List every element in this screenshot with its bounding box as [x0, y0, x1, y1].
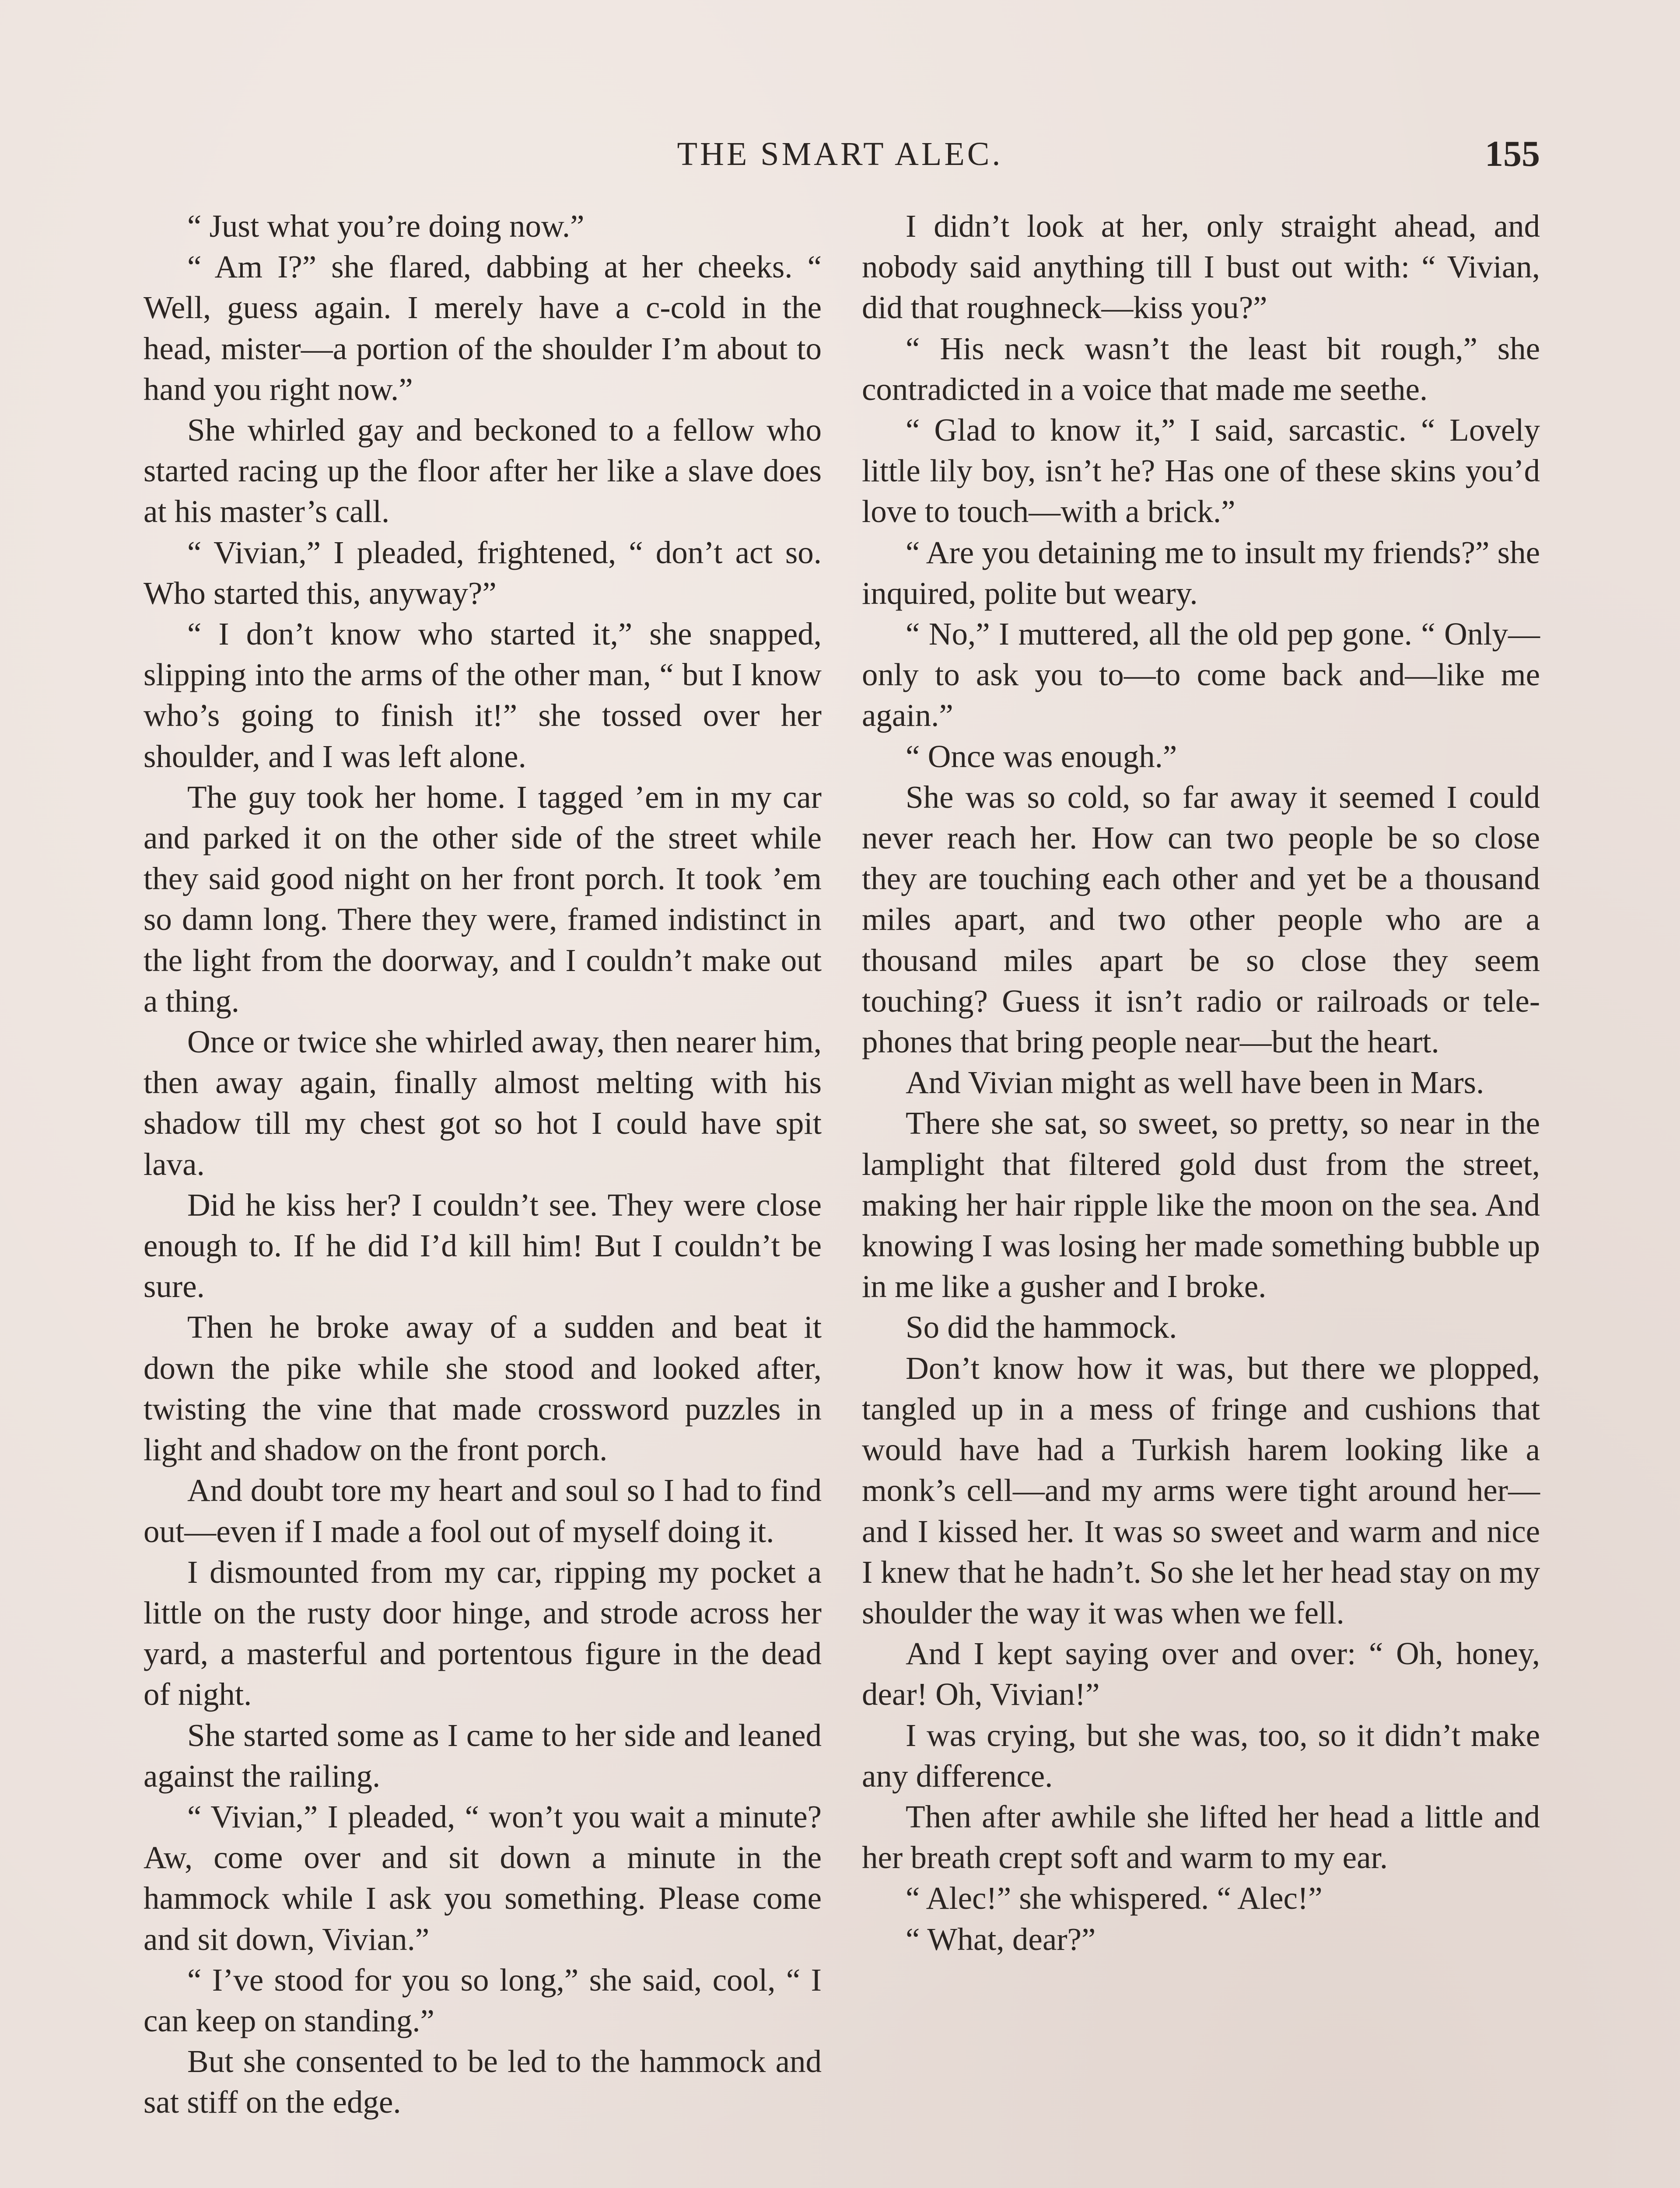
paragraph: “ His neck wasn’t the least bit rough,” she contradicted in a voice that made me seethe. [862, 330, 1540, 407]
paragraph: And Vivian might as well have been in Mars. [906, 1065, 1484, 1101]
paragraph: “ Are you detaining me to insult my friends?” she inquired, polite but weary. [862, 534, 1540, 611]
paragraph: “ Vivian,” I pleaded, “ won’t you wait a minute? Aw, come over and sit down a minute in the hammock while I ask you something. Please come and sit down, Vivian.” [144, 1799, 822, 1957]
text-column-left [144, 206, 822, 2123]
paragraph: “ What, dear?” [906, 1921, 1096, 1957]
paragraph: Did he kiss her? I couldn’t see. They were close enough to. If he did I’d kill him! But I couldn’t be sure. [144, 1187, 822, 1304]
paragraph: “ Vivian,” I pleaded, frightened, “ don’t act so. Who started this, anyway?” [144, 534, 822, 611]
paragraph: “ I’ve stood for you so long,” she said, cool, “ I can keep on standing.” [144, 1962, 822, 2038]
paragraph: So did the hammock. [906, 1309, 1177, 1345]
paragraph: “ Am I?” she flared, dabbing at her cheeks. “ Well, guess again. I merely have a c-cold in the head, mister—a portion of the shoulder I’m about to hand you right now.” [144, 249, 822, 407]
paragraph: The guy took her home. I tagged ’em in my car and parked it on the other side of the street while they said good night on her front porch. It took ’em so damn long. There they were, framed indistinct in the light from the doorway, and I couldn’t make out a thing. [144, 779, 822, 1019]
text-column-right [862, 206, 1540, 1960]
paragraph: Then he broke away of a sudden and beat it down the pike while she stood and looked after, twisting the vine that made crossword puzzles in light and shadow on the front porch. [144, 1309, 822, 1468]
paragraph: She was so cold, so far away it seemed I could never reach her. How can two people be so close they are touching each other and yet be a thousand miles apart, and two other people who are a thousand miles apart be so close they seem touching? Guess it isn’t radio or railroads or telephones that bring people near—but the heart. [862, 779, 1540, 1060]
page-header [140, 128, 1540, 180]
paragraph: There she sat, so sweet, so pretty, so near in the lamplight that filtered gold dust from the street, making her hair ripple like the moon on the sea. And knowing I was losing her made something bubble up in me like a gusher and I broke. [862, 1105, 1540, 1304]
paragraph: And doubt tore my heart and soul so I had to find out—even if I made a fool out of myself doing it. [144, 1473, 822, 1549]
paragraph: I dismounted from my car, ripping my pocket a little on the rusty door hinge, and strode across her yard, a masterful and portentous figure in the dead of night. [144, 1554, 822, 1712]
paragraph: I didn’t look at her, only straight ahead, and nobody said anything till I bust out with: “ Vivian, did that roughneck—kiss you?” [862, 208, 1540, 326]
running-head: THE SMART ALEC. [677, 136, 1003, 172]
paragraph: “ Just what you’re doing now.” [187, 208, 584, 244]
paragraph: Don’t know how it was, but there we plopped, tangled up in a mess of fringe and cushions that would have had a Turkish harem looking like a monk’s cell—and my arms were tight around her—and I kissed her. It was so sweet and warm and nice I knew that he hadn’t. So she let her head stay on my shoulder the way it was when we fell. [862, 1350, 1540, 1630]
paragraph: “ Glad to know it,” I said, sarcastic. “ Lovely little lily boy, isn’t he? Has one of these skins you’d love to touch—with a brick.” [862, 412, 1540, 529]
page-number: 155 [1485, 133, 1540, 174]
paragraph: “ I don’t know who started it,” she snapped, slipping into the arms of the other man, “ but I know who’s going to finish it!” she tossed over her shoulder, and I was left alone. [144, 616, 822, 774]
paragraph: “ Once was enough.” [906, 738, 1177, 774]
paragraph: “ No,” I muttered, all the old pep gone. “ Only—only to ask you to—to come back and—like me again.” [862, 616, 1540, 733]
paragraph: “ Alec!” she whispered. “ Alec!” [906, 1880, 1323, 1916]
paragraph: Then after awhile she lifted her head a little and her breath crept soft and warm to my ear. [862, 1799, 1540, 1876]
paragraph: Once or twice she whirled away, then nearer him, then away again, finally almost melting with his shadow till my chest got so hot I could have spit lava. [144, 1024, 822, 1182]
paragraph: But she consented to be led to the hammock and sat stiff on the edge. [144, 2044, 822, 2120]
paragraph: She started some as I came to her side and leaned against the railing. [144, 1717, 822, 1794]
paragraph: I was crying, but she was, too, so it didn’t make any difference. [862, 1717, 1540, 1794]
paragraph: She whirled gay and beckoned to a fellow who started racing up the floor after her like a slave does at his master’s call. [144, 412, 822, 529]
paragraph: And I kept saying over and over: “ Oh, honey, dear! Oh, Vivian!” [862, 1636, 1540, 1712]
